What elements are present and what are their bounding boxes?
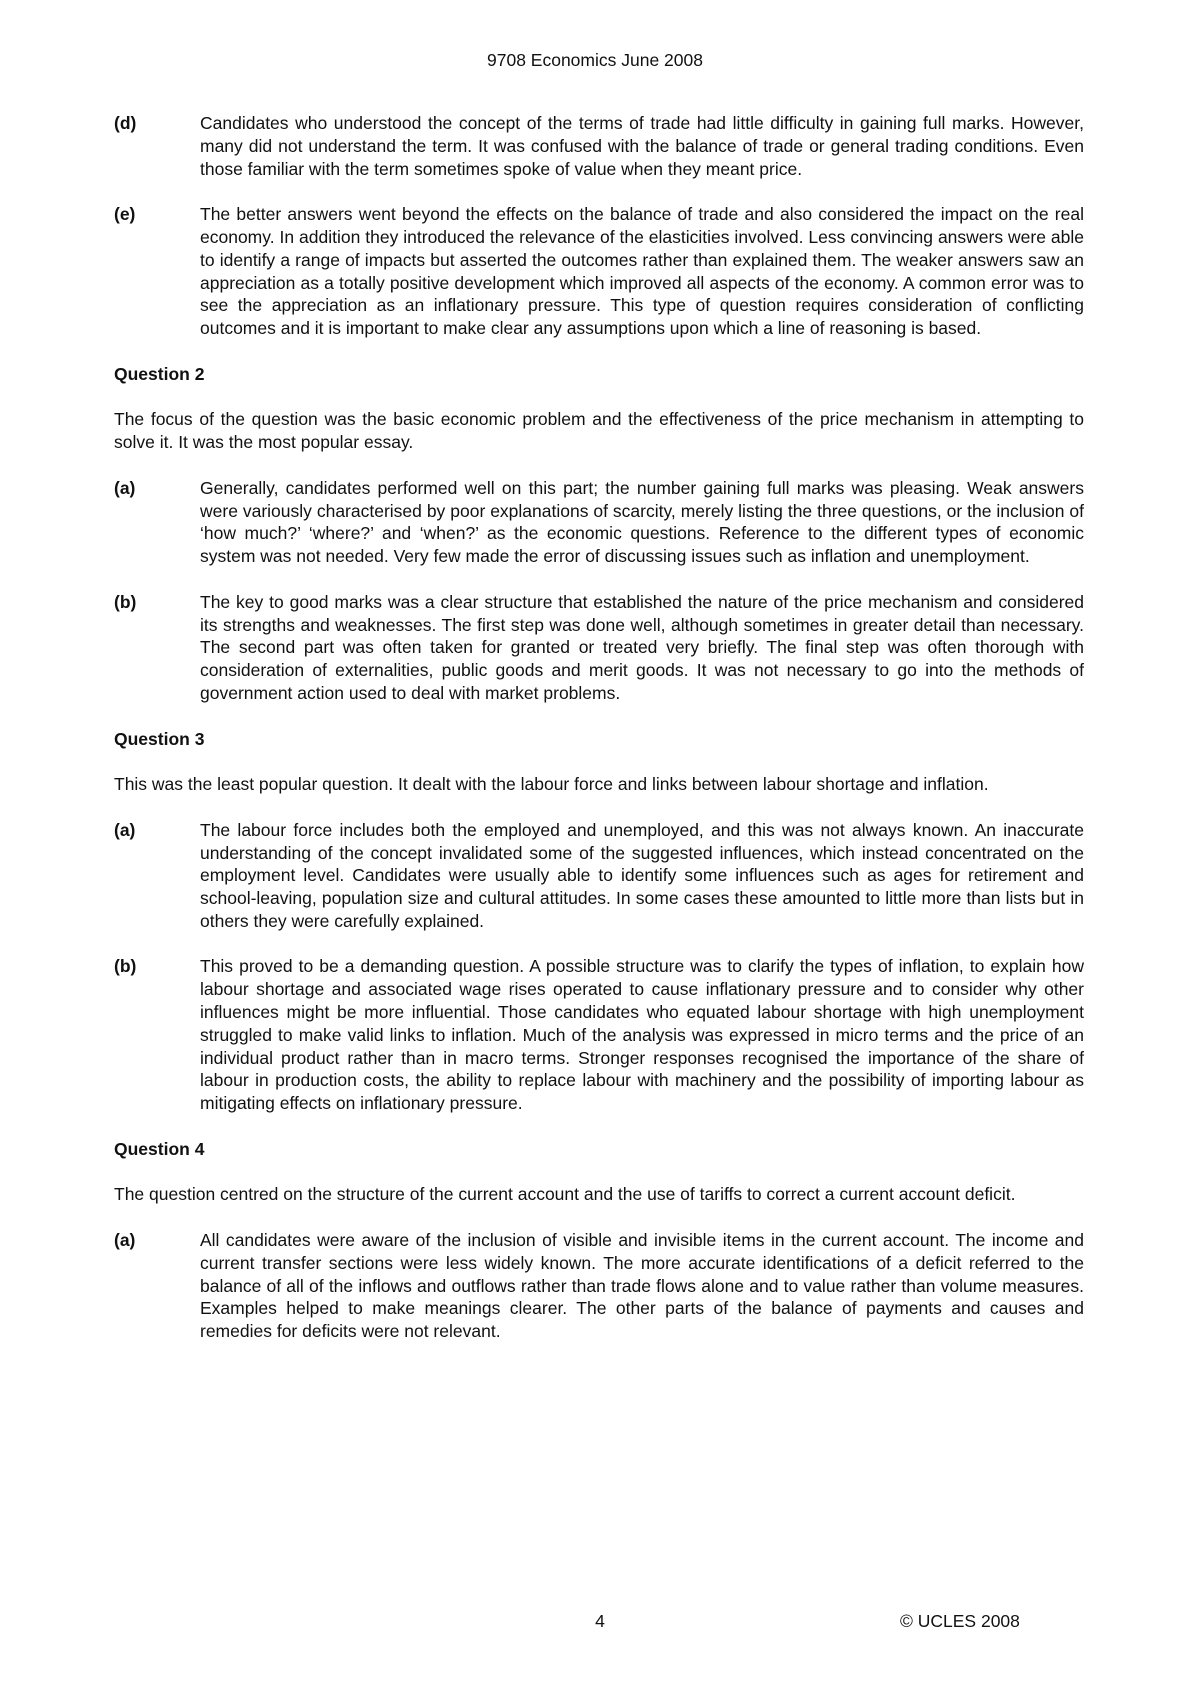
page-number: 4 (595, 1611, 605, 1631)
question-4-part-a (114, 1229, 1084, 1343)
part-text: The key to good marks was a clear structure that established the nature of the price mechanism and considered its strengths and weaknesses. The first step was done well, although sometimes in greater detail than necessary. The second part was often taken for granted or treated very briefly. The final step was often thorough with consideration of externalities, public goods and merit goods. It was not necessary to go into the methods of government action used to deal with market problems. (200, 591, 1084, 703)
question-3-part-a (114, 819, 1084, 933)
question-2-intro: The focus of the question was the basic economic problem and the effectiveness of the price mechanism in attempting to solve it. It was the most popular essay. (114, 409, 1084, 453)
part-text: All candidates were aware of the inclusion of visible and invisible items in the current account. The income and current transfer sections were less widely known. The more accurate identifications of a deficit referred to the balance of all of the inflows and outflows rather than trade flows alone and to value rather than volume measures. Examples helped to make meanings clearer. The other parts of the balance of payments and causes and remedies for deficits were not relevant. (200, 1230, 1084, 1342)
part-label: (b) (114, 591, 137, 612)
question-4-heading: Question 4 (114, 1138, 205, 1159)
part-text: The labour force includes both the employed and unemployed, and this was not always known. An inaccurate understanding of the concept invalidated some of the suggested influences, which instead concentrated on the employment level. Candidates were usually able to identify some influences such as ages for retirement and school-leaving, population size and cultural attitudes. In some cases these amounted to little more than lists but in others they were carefully explained. (200, 819, 1084, 931)
part-label: (d) (114, 113, 137, 133)
part-label: (a) (114, 819, 136, 840)
question-3-part-b (114, 955, 1084, 1115)
part-e (114, 203, 1084, 340)
question-3-intro: This was the least popular question. It dealt with the labour force and links between labour shortage and inflation. (114, 774, 989, 795)
question-2-part-b (114, 591, 1084, 705)
part-d (114, 112, 1084, 180)
question-4-intro: The question centred on the structure of the current account and the use of tariffs to correct a current account deficit. (114, 1184, 1016, 1205)
question-2-part-a (114, 477, 1084, 568)
copyright-notice: © UCLES 2008 (900, 1611, 1020, 1631)
question-2-heading: Question 2 (114, 363, 205, 384)
part-label: (a) (114, 1230, 136, 1251)
part-label: (a) (114, 477, 136, 498)
part-text: Generally, candidates performed well on this part; the number gaining full marks was pleasing. Weak answers were variously characterised by poor explanations of scarcity, merely listing the three questions, or the inclusion of ‘how much?’ ‘where?’ and ‘when?’ as the economic questions. Reference to the different types of economic system was not needed. Very few made the error of discussing issues such as inflation and unemployment. (200, 477, 1084, 567)
part-label: (e) (114, 204, 136, 225)
part-text: The better answers went beyond the effects on the balance of trade and also considered the impact on the real economy. In addition they introduced the relevance of the elasticities involved. Less convincing answers were able to identify a range of impacts but asserted the outcomes rather than explained them. The weaker answers saw an appreciation as a totally positive development which improved all aspects of the economy. A common error was to see the appreciation as an inflationary pressure. This type of question requires consideration of conflicting outcomes and it is important to make clear any assumptions upon which a line of reasoning is based. (200, 204, 1084, 339)
part-text: Candidates who understood the concept of the terms of trade had little difficulty in gaining full marks. However, many did not understand the term. It was confused with the balance of trade or general trading conditions. Even those familiar with the term sometimes spoke of value when they meant price. (200, 113, 1084, 179)
part-label: (b) (114, 956, 137, 977)
part-text: This proved to be a demanding question. A possible structure was to clarify the types of inflation, to explain how labour shortage and associated wage rises operated to cause inflationary pressure and to consider why other influences might be more influential. Those candidates who equated labour shortage with high unemployment struggled to make valid links to inflation. Much of the analysis was expressed in micro terms and the price of an individual product rather than in macro terms. Stronger responses recognised the importance of the share of labour in production costs, the ability to replace labour with machinery and the possibility of importing labour as mitigating effects on inflationary pressure. (200, 956, 1084, 1114)
page-header: 9708 Economics June 2008 (487, 50, 703, 70)
document-body (114, 112, 1084, 1366)
question-3-heading: Question 3 (114, 728, 205, 749)
